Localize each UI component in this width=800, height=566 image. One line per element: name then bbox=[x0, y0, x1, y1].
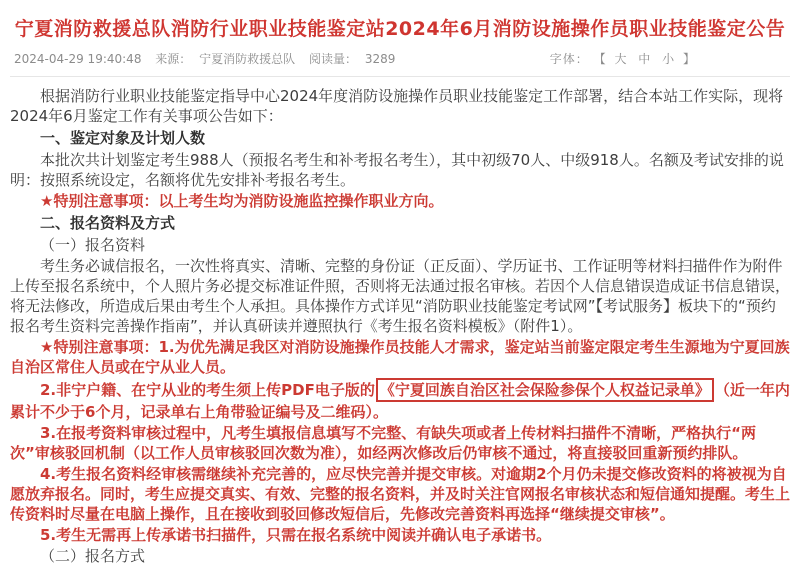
special-note-2-pre: 2.非宁户籍、在宁从业的考生须上传PDF电子版的 bbox=[40, 381, 375, 399]
sub1-heading: （一）报名资料 bbox=[40, 236, 146, 254]
special-note-5: 5.考生无需再上传承诺书扫描件，只需在报名系统中阅读并确认电子承诺书。 bbox=[40, 526, 552, 544]
intro-paragraph: 根据消防行业职业技能鉴定指导中心2024年度消防设施操作员职业技能鉴定工作部署，结合本站工作实际，现将2024年6月鉴定工作有关事项公告如下： bbox=[10, 87, 784, 125]
special-note-1: ★特别注意事项：1.为优先满足我区对消防设施操作员技能人才需求，鉴定站当前鉴定限定考生生源地为宁夏回族自治区常住人员或在宁从业人员。 bbox=[10, 338, 790, 376]
font-label: 字体： bbox=[549, 52, 589, 66]
special-note-2-post: （近一年内累计不少于6个月，记录单右上角带验证编号及二维码）。 bbox=[10, 381, 790, 421]
font-size-selector bbox=[550, 50, 696, 68]
views-value: 3289 bbox=[364, 52, 396, 66]
announcement-page bbox=[0, 14, 800, 565]
special-note-4: 4.考生报名资料经审核需继续补充完善的，应尽快完善并提交审核。对逾期2个月仍未提交修改资料的将被视为自愿放弃报名。同时，考生应提交真实、有效、完整的报名资料，并及时关注官网报名审核状态和短信通知提醒。考生上传资料时尽量在电脑上操作，且在接收到驳回修改短信后，先修改完善资料再选择“继续提交审核”。 bbox=[10, 465, 791, 523]
red-highlight-box: 《宁夏回族自治区社会保险参保个人权益记录单》 bbox=[376, 378, 714, 402]
publish-datetime: 2024-04-29 19:40:48 bbox=[14, 52, 142, 66]
special-note-3: 3.在报考资料审核过程中，凡考生填报信息填写不完整、有缺失项或者上传材料扫描件不清晰，严格执行“两次”审核驳回机制（以工作人员审核驳回次数为准），如经两次修改后仍审核不通过，将直接驳回重新预约排队。 bbox=[10, 424, 756, 462]
sub2-heading: （二）报名方式 bbox=[40, 547, 146, 565]
meta-info bbox=[14, 50, 399, 68]
section2-heading: 二、报名资料及方式 bbox=[40, 214, 176, 232]
section1-special-note: ★特别注意事项：以上考生均为消防设施监控操作职业方向。 bbox=[40, 192, 444, 210]
page-title: 宁夏消防救援总队消防行业职业技能鉴定站2024年6月消防设施操作员职业技能鉴定公告 bbox=[14, 18, 786, 40]
source-value: 宁夏消防救援总队 bbox=[199, 52, 296, 66]
font-size-large[interactable]: 大 bbox=[614, 52, 628, 66]
article-body bbox=[10, 86, 790, 566]
views-label: 阅读量： bbox=[308, 52, 357, 66]
section1-paragraph: 本批次共计划鉴定考生988人（预报名考生和补考报名考生），其中初级70人、中级918人。名额及考试安排的说明：按照系统设定，名额将优先安排补考报名考生。 bbox=[10, 151, 784, 189]
font-bracket-close: 】 bbox=[682, 52, 696, 66]
font-size-medium[interactable]: 中 bbox=[638, 52, 652, 66]
section1-heading: 一、鉴定对象及计划人数 bbox=[40, 129, 206, 147]
special-note-2 bbox=[10, 378, 790, 422]
meta-bar bbox=[10, 50, 790, 68]
divider bbox=[10, 76, 790, 77]
sub1-paragraph: 考生务必诚信报名，一次性将真实、清晰、完整的身份证（正反面）、学历证书、工作证明等材料扫描件作为附件上传至报名系统中，个人照片务必提交标准证件照，否则将无法通过报名审核。若因个人信息错误造成证书信息错误，将无法修改，所造成后果由考生个人承担。具体操作方式详见“消防职业技能鉴定考试网”【考试服务】板块下的“预约报名考生资料完善操作指南”，并认真研读并遵照执行《考生报名资料模板》（附件1）。 bbox=[10, 257, 791, 335]
source-label: 来源： bbox=[155, 52, 192, 66]
font-bracket-open: 【 bbox=[593, 52, 607, 66]
font-size-small[interactable]: 小 bbox=[662, 52, 676, 66]
